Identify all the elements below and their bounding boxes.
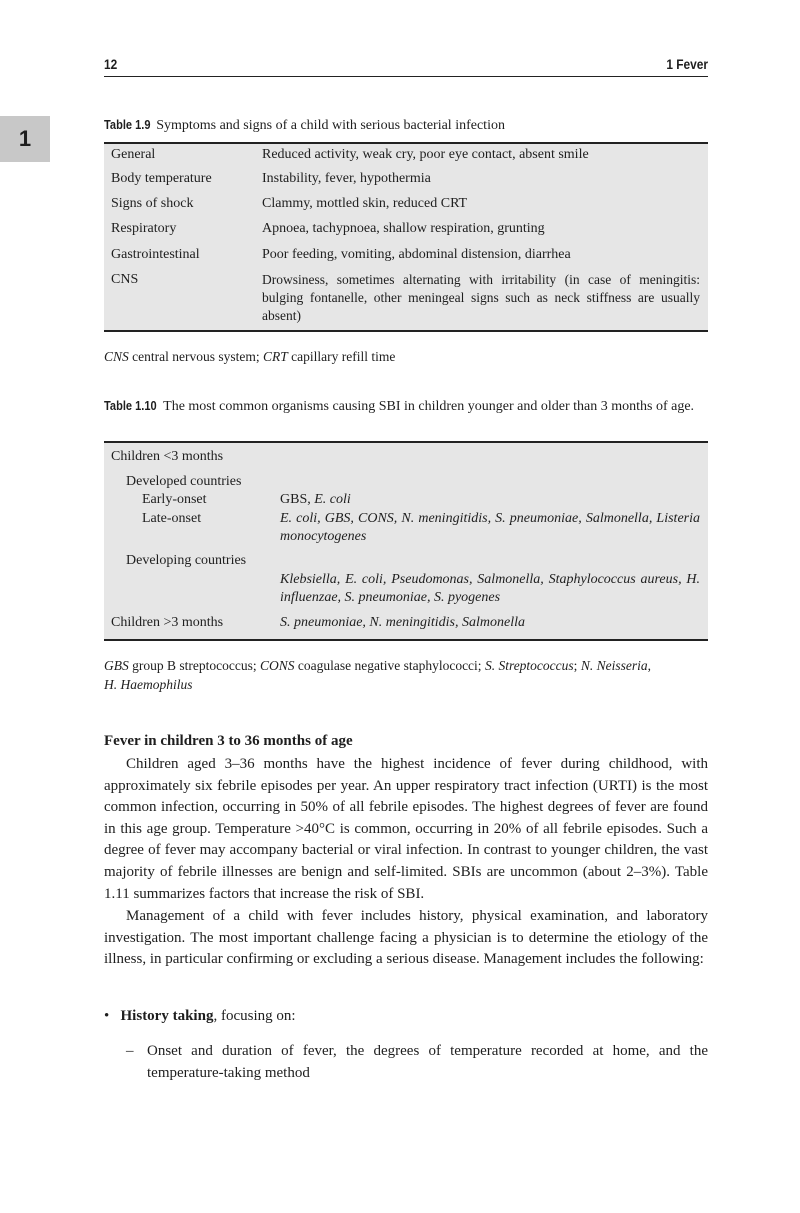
table-cell-category: Gastrointestinal: [111, 247, 200, 262]
bullet-marker: •: [104, 1008, 110, 1024]
table-cell-group: Developed countries: [126, 474, 242, 489]
table-cell-group: Early-onset: [142, 492, 207, 507]
dash-text: Onset and duration of fever, the degrees of temperature recorded at home, and the temperature-taking method: [147, 1043, 708, 1081]
table-title: Symptoms and signs of a child with serious bacterial infection: [156, 118, 505, 133]
abbrev: CRT: [262, 349, 288, 364]
table-cell-signs: Clammy, mottled skin, reduced CRT: [262, 196, 468, 211]
abbrev-def: capillary refill time: [287, 349, 396, 364]
abbrev-def: ;: [573, 658, 581, 673]
table-cell-signs: Reduced activity, weak cry, poor eye contact, absent smile: [262, 147, 589, 162]
table-cell-signs: Drowsiness, sometimes alternating with irritability (in case of meningitis: bulging fontanelle, other meningeal signs such as neck stiffness are usually absent): [262, 272, 700, 323]
table-cell-signs: Instability, fever, hypothermia: [262, 171, 431, 186]
running-header: [104, 54, 708, 77]
table-cell-category: Body temperature: [111, 171, 212, 186]
table-cell-group: Children <3 months: [111, 449, 224, 464]
abbrev-def: group B streptococcus;: [128, 658, 260, 673]
table-1-9-caption: [104, 116, 708, 135]
organisms-italic: E. coli: [314, 492, 351, 507]
abbrev: GBS: [104, 658, 129, 673]
dash-marker: –: [126, 1043, 134, 1059]
paragraph: Children aged 3–36 months have the highest incidence of fever during childhood, with approximately six febrile episodes per year. An upper respiratory tract infection (URTI) is the most common infection, occurring in 50% of all febrile episodes. The highest degrees of fever are found in this age group. Temperature >40°C is common, occurring in 20% of all febrile episodes. Such a degree of fever may accompany bacterial or viral infection. In contrast to younger children, the vast majority of febrile illnesses are benign and self-limited. SBIs are uncommon (about 2–3%). Table 1.11 summarizes factors that increase the risk of SBI.: [104, 756, 708, 902]
section-heading: Fever in children 3 to 36 months of age: [104, 733, 353, 749]
table-cell-organisms: S. pneumoniae, N. meningitidis, Salmonella: [280, 615, 525, 630]
abbrev: CONS: [259, 658, 295, 673]
table-1-10-footnote: [104, 656, 708, 694]
table-cell-signs: Poor feeding, vomiting, abdominal distension, diarrhea: [262, 247, 571, 262]
table-cell-organisms: [280, 491, 351, 509]
table-1-9-footnote: [104, 347, 708, 366]
table-cell-category: CNS: [111, 272, 139, 287]
abbrev-def: coagulase negative staphylococci;: [294, 658, 485, 673]
organisms-plain: GBS,: [280, 492, 315, 507]
abbrev: N. Neisseria: [580, 658, 648, 673]
chapter-tab: 1: [0, 116, 50, 162]
abbrev: S. Streptococcus: [484, 658, 574, 673]
bullet-bold: History taking: [120, 1008, 214, 1024]
table-cell-category: General: [111, 147, 156, 162]
abbrev: CNS: [104, 349, 129, 364]
table-label: Table 1.9: [104, 117, 151, 132]
table-cell-group: Developing countries: [126, 553, 247, 568]
paragraph: Management of a child with fever includes history, physical examination, and laboratory investigation. The most important challenge facing a physician is to determine the etiology of the illness, in particular confirming or excluding a serious disease. Management includes the following:: [104, 908, 708, 968]
table-1-10-caption: [104, 397, 708, 416]
bullet-text: , focusing on:: [213, 1008, 296, 1024]
page-number: 12: [104, 56, 118, 72]
table-label: Table 1.10: [104, 398, 157, 413]
table-cell-group: Late-onset: [142, 511, 202, 526]
chapter-title: 1 Fever: [666, 56, 708, 72]
dash-item: [126, 1041, 708, 1084]
abbrev: H. Haemophilus: [104, 677, 193, 692]
table-cell-group: Children >3 months: [111, 615, 224, 630]
abbrev-def: ,: [647, 658, 651, 673]
table-1-10: [104, 441, 708, 641]
bullet-item: [104, 1008, 296, 1025]
table-cell-category: Respiratory: [111, 221, 177, 236]
table-cell-organisms: E. coli, GBS, CONS, N. meningitidis, S. pneumoniae, Salmonella, Listeria monocytogenes: [280, 511, 700, 544]
table-cell-organisms: Klebsiella, E. coli, Pseudomonas, Salmonella, Staphylococcus aureus, H. influenzae, S. pneumoniae, S. pyogenes: [280, 572, 700, 605]
table-title: The most common organisms causing SBI in children younger and older than 3 months of age.: [163, 399, 695, 414]
abbrev-def: central nervous system;: [128, 349, 263, 364]
table-cell-signs: Apnoea, tachypnoea, shallow respiration, grunting: [262, 221, 545, 236]
table-1-9: [104, 142, 708, 332]
table-cell-category: Signs of shock: [111, 196, 194, 211]
